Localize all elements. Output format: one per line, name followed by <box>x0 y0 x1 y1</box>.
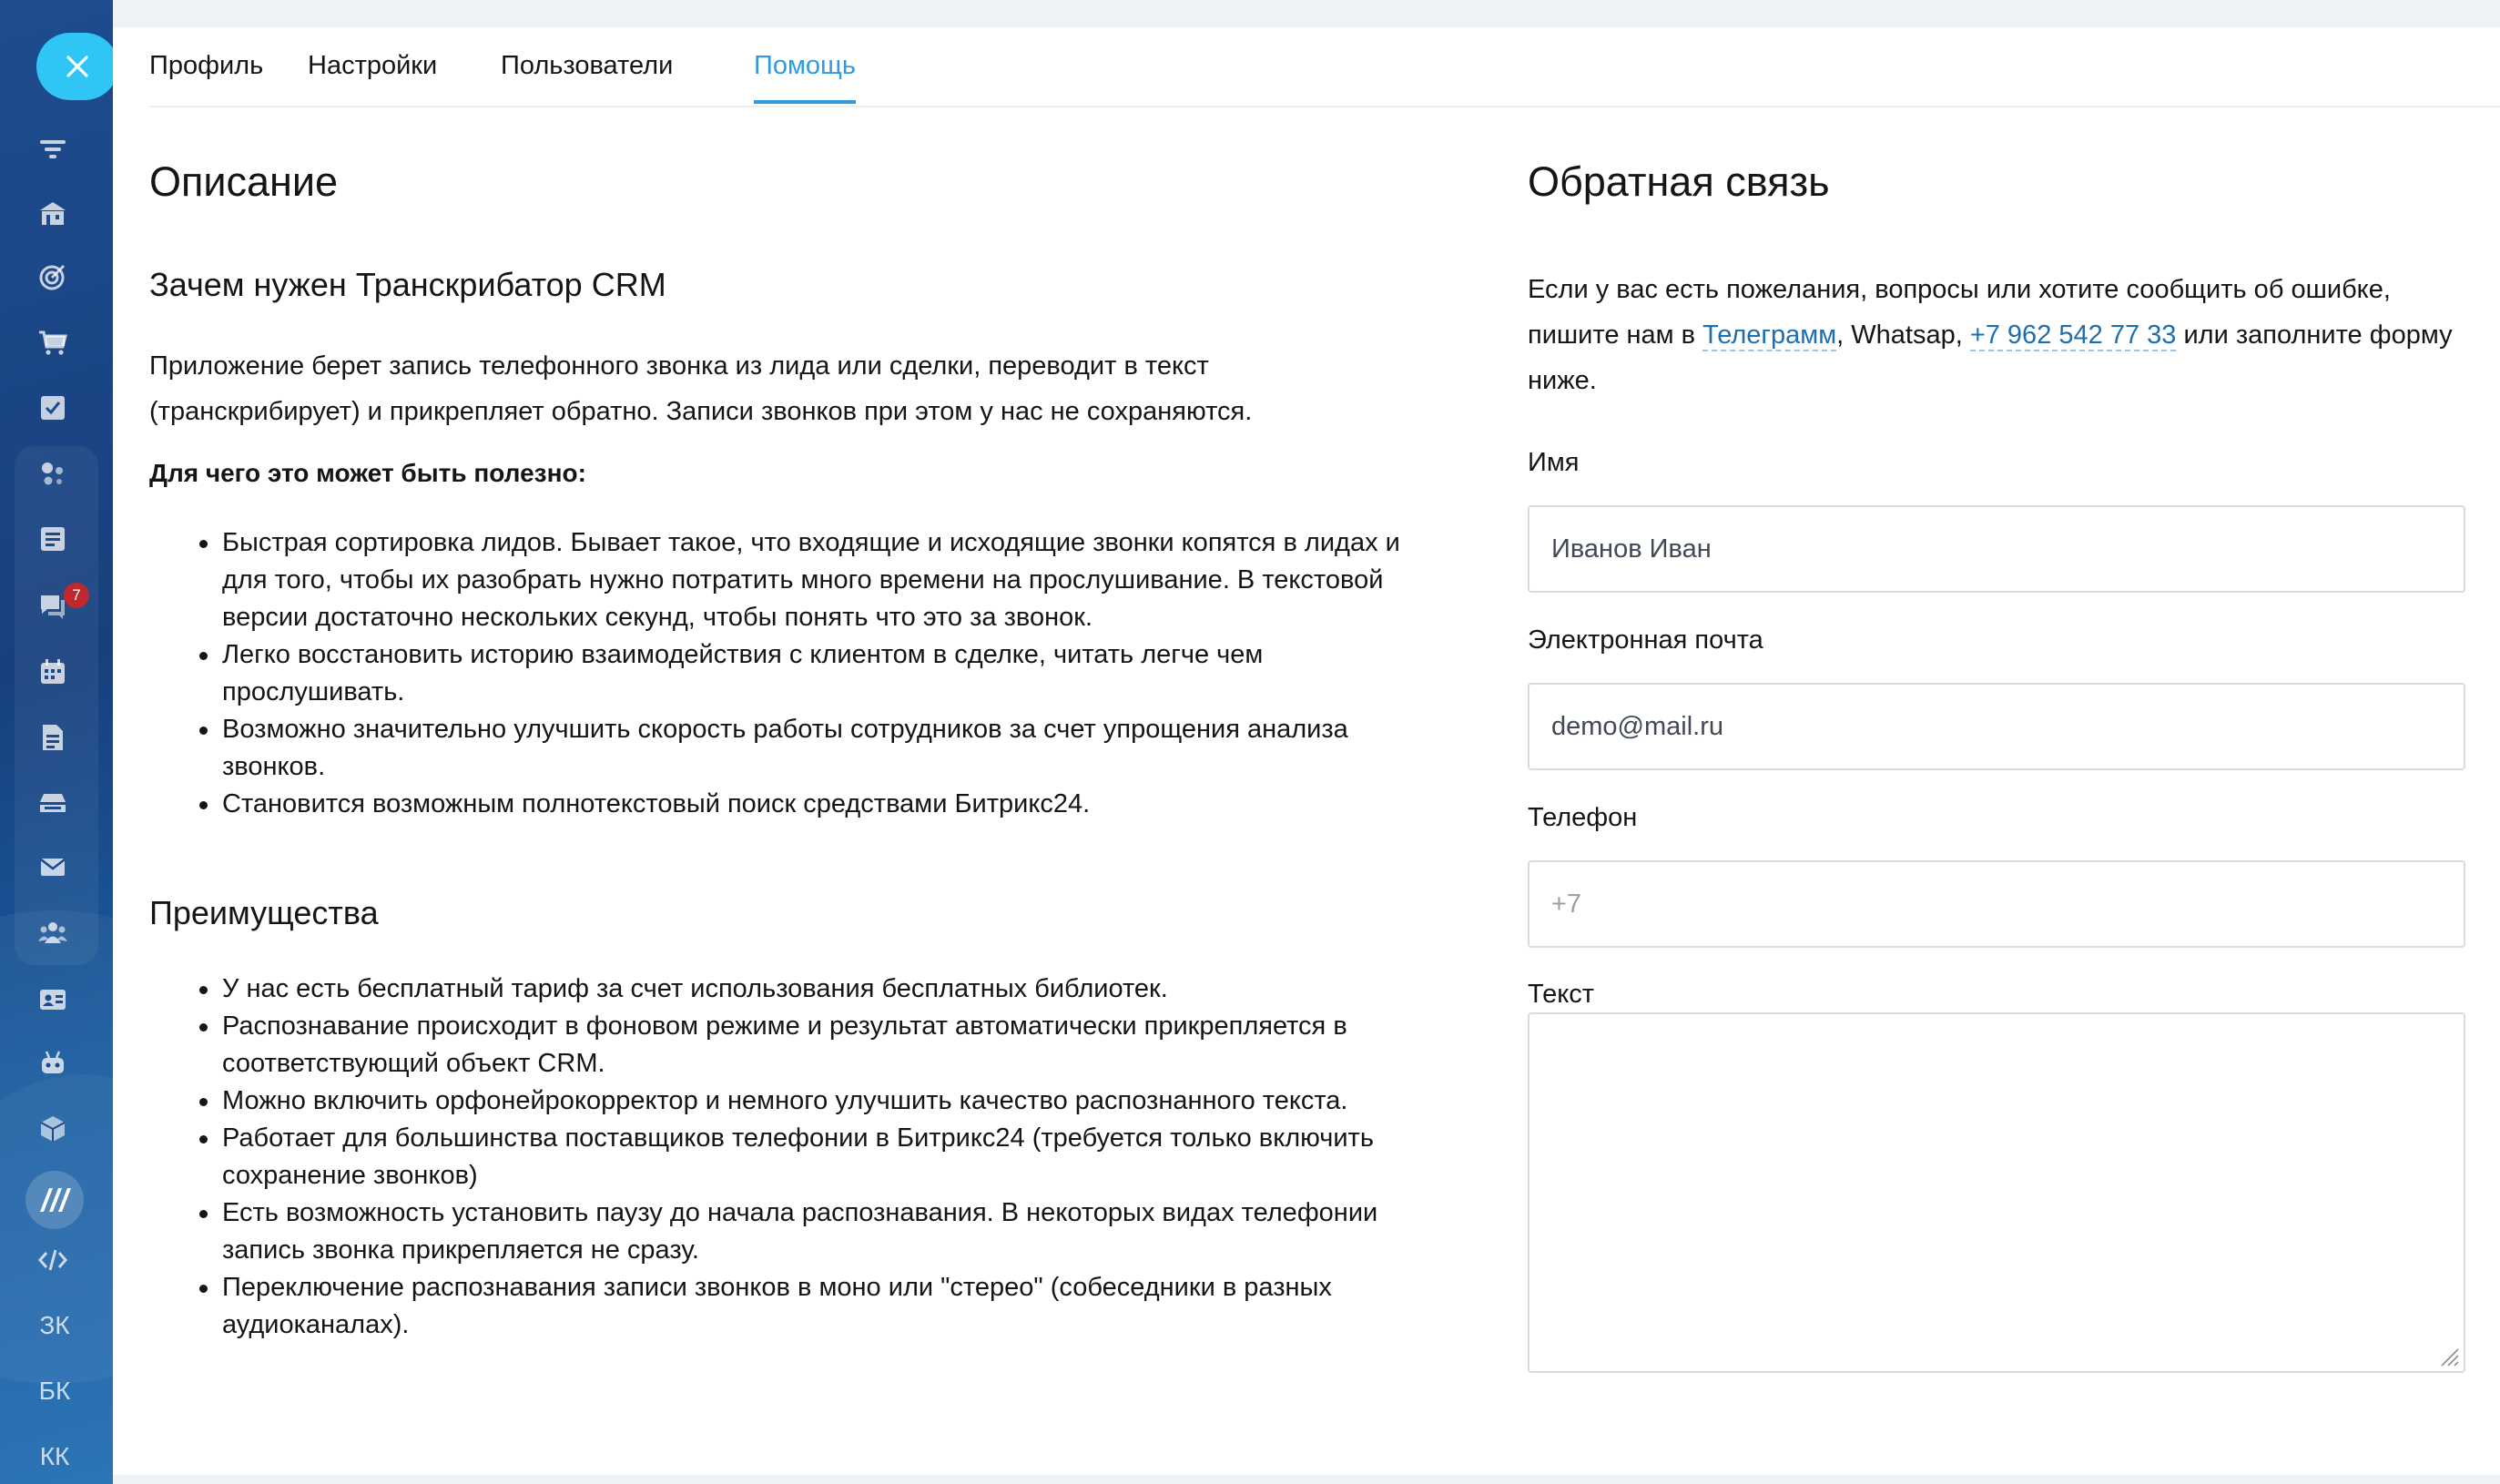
close-slider-button[interactable] <box>36 33 113 100</box>
sidebar-item-market[interactable] <box>29 1105 76 1153</box>
list-item: Быстрая сортировка лидов. Бывает такое, что входящие и исходящие звонки копятся в лидах и для того, чтобы их разобрать нужно потратить много времени на прослушивание. В текстовой версии достаточно нескольких секунд, чтобы понять что это за звонок. <box>222 524 1433 636</box>
telegram-link[interactable]: Телеграмм <box>1702 320 1837 350</box>
phone-link[interactable]: +7 962 542 77 33 <box>1969 320 2177 350</box>
mail-icon <box>37 851 68 882</box>
list-item: Можно включить орфонейрокорректор и немного улучшить качество распознанного текста. <box>222 1083 1433 1120</box>
tab-users[interactable]: Пользователи <box>501 51 674 80</box>
list-item: Распознавание происходит в фоновом режиме и результат автоматически прикрепляется в соответствующий объект CRM. <box>222 1008 1433 1083</box>
email-input[interactable] <box>1528 683 2465 770</box>
tab-help[interactable]: Помощь <box>754 51 856 104</box>
cart-icon <box>37 327 68 358</box>
bubbles-icon <box>37 458 68 489</box>
feedback-title: Обратная связь <box>1528 158 1830 205</box>
app-panel <box>113 27 2500 1475</box>
sidebar-item-company[interactable] <box>29 189 76 237</box>
sidebar-item-zk[interactable]: ЗК <box>39 1311 70 1339</box>
name-label: Имя <box>1528 448 1580 477</box>
sidebar-item-drive[interactable] <box>29 779 76 827</box>
tab-bar <box>149 27 2500 107</box>
sidebar-item-goals[interactable] <box>29 253 76 300</box>
feedback-intro-text: , Whatsap, <box>1836 320 1970 350</box>
sidebar-item-kk[interactable]: КК <box>39 1442 70 1470</box>
resize-grip-icon[interactable] <box>2438 1346 2460 1367</box>
drive-icon <box>37 788 68 818</box>
left-sidebar <box>0 0 113 1484</box>
building-icon <box>37 198 68 229</box>
sidebar-item-employees[interactable] <box>29 909 76 956</box>
box-icon <box>37 1113 68 1144</box>
close-icon <box>66 55 89 78</box>
list-item: Легко восстановить историю взаимодействия с клиентом в сделке, читать легче чем прослушивать. <box>222 636 1433 711</box>
tab-settings[interactable]: Настройки <box>308 51 438 80</box>
task-check-icon <box>37 392 68 423</box>
sidebar-item-mail[interactable] <box>29 843 76 890</box>
robot-icon <box>37 1048 68 1079</box>
tab-profile[interactable]: Профиль <box>149 51 264 80</box>
sidebar-item-shop[interactable] <box>29 319 76 366</box>
chat-unread-badge: 7 <box>64 583 89 608</box>
advantages-list <box>149 971 1433 1344</box>
phone-input[interactable] <box>1528 860 2465 948</box>
sidebar-item-automation[interactable] <box>29 1040 76 1087</box>
target-icon <box>37 261 68 292</box>
calendar-icon <box>37 656 68 687</box>
app-logo-icon <box>36 1184 73 1215</box>
useful-list <box>149 524 1433 823</box>
funnel-icon <box>37 134 68 165</box>
sidebar-item-contacts[interactable] <box>29 976 76 1023</box>
name-input[interactable] <box>1528 505 2465 593</box>
sidebar-item-groups[interactable] <box>29 450 76 497</box>
sidebar-item-calendar[interactable] <box>29 648 76 696</box>
feedback-intro <box>1528 267 2456 403</box>
sidebar-item-developers[interactable] <box>29 1236 76 1284</box>
email-label: Электронная почта <box>1528 625 1763 655</box>
sidebar-item-bk[interactable]: БК <box>38 1377 71 1405</box>
sidebar-item-feed[interactable] <box>29 515 76 563</box>
message-textarea[interactable] <box>1528 1012 2465 1373</box>
people-icon <box>37 917 68 948</box>
text-label: Текст <box>1528 980 1595 1009</box>
sidebar-item-transcriber-app[interactable] <box>25 1171 84 1229</box>
description-title: Описание <box>149 158 339 205</box>
useful-heading: Для чего это может быть полезно: <box>149 459 586 487</box>
feedback-intro-text: Если у вас есть пожелания, вопросы или хотите сообщить об ошибке, пишите нам в <box>1528 275 2391 350</box>
sidebar-item-documents[interactable] <box>29 714 76 761</box>
phone-label: Телефон <box>1528 803 1638 832</box>
sidebar-item-funnel[interactable] <box>29 126 76 173</box>
advantages-title: Преимущества <box>149 894 379 931</box>
code-icon <box>37 1245 68 1276</box>
list-item: Переключение распознавания записи звонков в моно или "стерео" (собеседники в разных аудиоканалах). <box>222 1269 1433 1344</box>
list-item: Возможно значительно улучшить скорость работы сотрудников за счет упрощения анализа звонков. <box>222 711 1433 786</box>
description-subtitle: Зачем нужен Транскрибатор CRM <box>149 266 666 303</box>
feedback-intro-text: или заполните форму ниже. <box>1528 320 2453 395</box>
description-intro: Приложение берет запись телефонного звонка из лида или сделки, переводит в текст (транскрибирует) и прикрепляет обратно. Записи звонков при этом у нас не сохраняются. <box>149 351 1253 426</box>
feed-icon <box>37 523 68 554</box>
list-item: Есть возможность установить паузу до начала распознавания. В некоторых видах телефонии запись звонка прикрепляется не сразу. <box>222 1194 1433 1269</box>
sidebar-item-tasks[interactable] <box>29 384 76 432</box>
contact-card-icon <box>37 984 68 1015</box>
document-icon <box>37 722 68 753</box>
list-item: Становится возможным полнотекстовый поиск средствами Битрикс24. <box>222 786 1433 823</box>
list-item: Работает для большинства поставщиков телефонии в Битрикс24 (требуется только включить сохранение звонков) <box>222 1120 1433 1194</box>
list-item: У нас есть бесплатный тариф за счет использования бесплатных библиотек. <box>222 971 1433 1008</box>
